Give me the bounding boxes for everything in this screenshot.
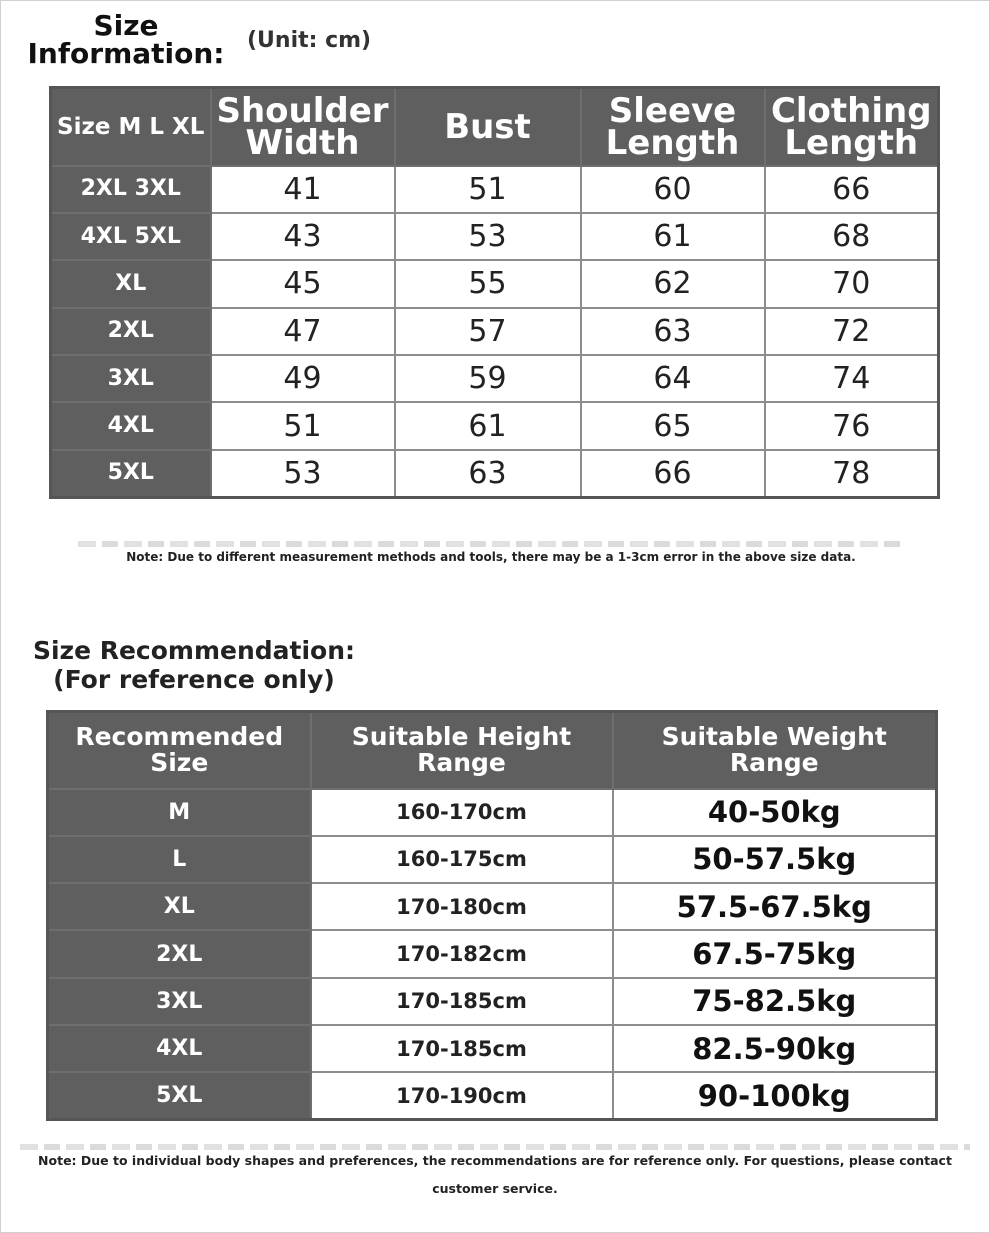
measurement-cell: 41 bbox=[211, 166, 395, 213]
measurement-cell: 72 bbox=[765, 308, 939, 355]
weight-range: 82.5-90kg bbox=[613, 1025, 937, 1072]
weight-range: 75-82.5kg bbox=[613, 978, 937, 1025]
table-row bbox=[48, 836, 937, 883]
table-row bbox=[51, 355, 939, 402]
size-table-header-row bbox=[51, 88, 939, 166]
recommended-size: 5XL bbox=[48, 1072, 311, 1119]
measurement-cell: 57 bbox=[395, 308, 581, 355]
weight-range: 40-50kg bbox=[613, 789, 937, 836]
table-row bbox=[48, 1025, 937, 1072]
height-range: 170-190cm bbox=[311, 1072, 613, 1119]
weight-range: 57.5-67.5kg bbox=[613, 883, 937, 930]
height-range: 160-170cm bbox=[311, 789, 613, 836]
measurement-cell: 51 bbox=[211, 402, 395, 449]
measurement-cell: 68 bbox=[765, 213, 939, 260]
size-table-header: Shoulder Width bbox=[211, 88, 395, 166]
measurement-cell: 74 bbox=[765, 355, 939, 402]
weight-range: 50-57.5kg bbox=[613, 836, 937, 883]
height-range: 170-185cm bbox=[311, 978, 613, 1025]
recommendation-table bbox=[46, 710, 938, 1121]
size-label: 2XL 3XL bbox=[51, 166, 211, 213]
size-table-header: Clothing Length bbox=[765, 88, 939, 166]
size-table-header: Size M L XL bbox=[51, 88, 211, 166]
table-row bbox=[51, 308, 939, 355]
measurement-cell: 63 bbox=[581, 308, 765, 355]
measurement-cell: 53 bbox=[395, 213, 581, 260]
table-row bbox=[48, 978, 937, 1025]
recommended-size: L bbox=[48, 836, 311, 883]
measurement-cell: 47 bbox=[211, 308, 395, 355]
table-row bbox=[51, 402, 939, 449]
size-label: 2XL bbox=[51, 308, 211, 355]
measurement-cell: 51 bbox=[395, 166, 581, 213]
unit-label: (Unit: cm) bbox=[247, 28, 372, 53]
recommendation-header-row bbox=[48, 712, 937, 789]
measurement-cell: 66 bbox=[765, 166, 939, 213]
measurement-cell: 76 bbox=[765, 402, 939, 449]
size-info-heading: Size Information: bbox=[27, 9, 225, 70]
size-table-header: Bust bbox=[395, 88, 581, 166]
weight-range: 90-100kg bbox=[613, 1072, 937, 1119]
recommendation-note: Note: Due to individual body shapes and preferences, the recommendations are for reference only. For questions, please contact customer service. bbox=[20, 1147, 970, 1175]
size-label: 3XL bbox=[51, 355, 211, 402]
recommendation-header: Suitable Height Range bbox=[311, 712, 613, 789]
height-range: 170-180cm bbox=[311, 883, 613, 930]
measurement-cell: 66 bbox=[581, 450, 765, 497]
measurement-cell: 49 bbox=[211, 355, 395, 402]
table-row bbox=[51, 213, 939, 260]
measurement-cell: 53 bbox=[211, 450, 395, 497]
size-note: Note: Due to different measurement methods and tools, there may be a 1-3cm error in the above size data. bbox=[78, 544, 904, 570]
measurement-cell: 63 bbox=[395, 450, 581, 497]
size-label: 5XL bbox=[51, 450, 211, 497]
measurement-cell: 62 bbox=[581, 260, 765, 307]
recommended-size: 3XL bbox=[48, 978, 311, 1025]
size-label: 4XL bbox=[51, 402, 211, 449]
recommended-size: 4XL bbox=[48, 1025, 311, 1072]
measurement-cell: 45 bbox=[211, 260, 395, 307]
recommendation-header: Recommended Size bbox=[48, 712, 311, 789]
measurement-cell: 59 bbox=[395, 355, 581, 402]
size-table-header: Sleeve Length bbox=[581, 88, 765, 166]
size-label: 4XL 5XL bbox=[51, 213, 211, 260]
table-row bbox=[51, 260, 939, 307]
weight-range: 67.5-75kg bbox=[613, 930, 937, 977]
recommendation-header: Suitable Weight Range bbox=[613, 712, 937, 789]
recommendation-heading: Size Recommendation: (For reference only) bbox=[32, 636, 356, 694]
table-row bbox=[48, 883, 937, 930]
table-row bbox=[48, 789, 937, 836]
measurement-cell: 65 bbox=[581, 402, 765, 449]
size-table bbox=[49, 86, 940, 499]
measurement-cell: 61 bbox=[395, 402, 581, 449]
recommended-size: XL bbox=[48, 883, 311, 930]
measurement-cell: 78 bbox=[765, 450, 939, 497]
measurement-cell: 60 bbox=[581, 166, 765, 213]
table-row bbox=[51, 450, 939, 497]
height-range: 170-185cm bbox=[311, 1025, 613, 1072]
measurement-cell: 43 bbox=[211, 213, 395, 260]
recommended-size: M bbox=[48, 789, 311, 836]
measurement-cell: 64 bbox=[581, 355, 765, 402]
measurement-cell: 55 bbox=[395, 260, 581, 307]
recommended-size: 2XL bbox=[48, 930, 311, 977]
height-range: 160-175cm bbox=[311, 836, 613, 883]
table-row bbox=[48, 1072, 937, 1119]
measurement-cell: 70 bbox=[765, 260, 939, 307]
table-row bbox=[48, 930, 937, 977]
measurement-cell: 61 bbox=[581, 213, 765, 260]
table-row bbox=[51, 166, 939, 213]
size-label: XL bbox=[51, 260, 211, 307]
height-range: 170-182cm bbox=[311, 930, 613, 977]
